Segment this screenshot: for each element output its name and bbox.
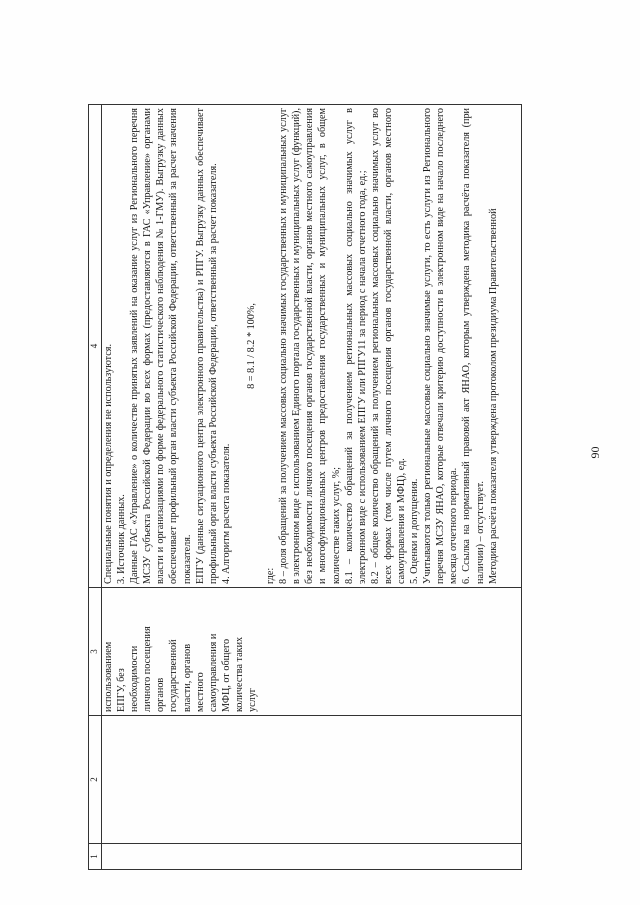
methodology-cell [102,105,522,588]
header-col-3: 3 [89,588,102,716]
indicator-name-line: самоуправления и [207,633,219,712]
indicator-name-line: необходимости [129,645,141,712]
header-col-1: 1 [89,844,102,870]
methodology-approval: Методика расчёта показателя утверждена протоколом президиума Правительственной [487,208,499,584]
indicator-name-line: государственной [168,639,180,712]
definition-8: 8 – доля обращений за получением массовых социально значимых государственных и муниципальных услуг в электронном виде с использованием Единого портала государственных и муниципальных услуг (функций), без необходимости личного посещения органов государственной власти, органов местного самоуправления и многофункциональных центров предоставления государственных и муниципальных услуг, в общем количестве таких услуг, %; [278,108,342,584]
table-header-row [89,105,102,870]
indicator-name-line: количества таких [233,636,245,712]
indicator-name-line: услуг [247,688,259,712]
indicator-name-line: органов [155,677,167,712]
indicator-table [88,104,522,870]
where-label: где: [265,567,277,584]
header-col-4: 4 [89,105,102,588]
page-number: 90 [588,446,602,459]
indicator-name-line: местного [194,672,206,712]
header-col-2: 2 [89,716,102,844]
data-source-gas: Данные ГАС «Управление» о количестве принятых заявлений на оказание услуг из Регионального перечня МСЗУ субъекта Российской Федерации во всех формах (предоставляются в ГАС «Управление» органами власти и организациями по форме федерального статистического наблюдения № 1-ГМУ). Выгрузку данных обеспечивает профильный орган власти субъекта Российской Федерации, ответственный за расчет значения показателя. [129,108,193,584]
cell-col-1 [102,844,522,870]
indicator-name-line: МФЦ, от общего [220,638,232,712]
definition-8-2: 8.2 – общее количество обращений за получением региональных массовых социально значимых услуг во всех формах (том числе путем личного посещения органов государственной власти, органов местного самоуправления и МФЦ), ед. [369,108,407,584]
indicator-name-line: личного посещения [142,626,154,712]
definitions-note: Специальные понятия и определения не используются. [103,343,114,584]
data-source-epgu: ЕПГУ (данные ситуационного центра электронного правительства) и РПГУ. Выгрузку данных обеспечивает профильный орган власти субъекта Российской Федерации, ответственный за расчет показателя. [194,108,219,584]
section-assumptions: 5. Оценки и допущения. [409,478,421,584]
assumptions-text: Учитываются только региональные массовые социально значимые услуги, то есть услуги из Регионального перечня МСЗУ ЯНАО, которые отвечали критерию доступности в электронном виде на начало последнего месяца отчетного периода. [422,108,460,584]
section-data-sources: 3. Источник данных. [116,494,128,584]
table-row [102,105,522,870]
definition-8-1: 8.1 – количество обращений за получением региональных массовых социально значимых услуг в электронном виде с использованием ЕПГУ или РПГУ11 за период с начала отчетного года, ед.; [343,108,368,584]
indicator-name-line: власти, органов [181,643,193,712]
section-legal-reference: 6. Ссылка на нормативный правовой акт ЯНАО, которым утверждена методика расчёта показателя (при наличии) – отсутствует. [461,108,486,584]
formula: 8 = 8.1 / 8.2 * 100%, [245,303,257,389]
indicator-name-line: ЕПГУ, без [116,668,128,712]
indicator-name-cell [102,588,522,716]
section-algorithm: 4. Алгоритм расчета показателя. [220,443,232,584]
indicator-name-line: использованием [103,641,114,712]
cell-col-2 [102,716,522,844]
